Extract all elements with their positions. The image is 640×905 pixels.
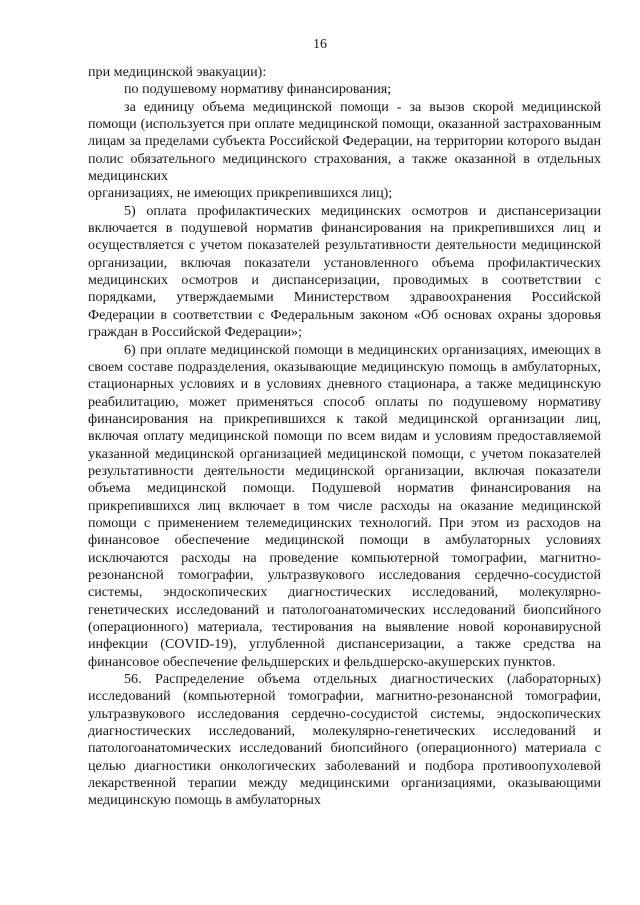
- page-number: 16: [313, 37, 327, 52]
- paragraph-item-6: 6) при оплате медицинской помощи в медицинских организациях, имеющих в своем составе подразделения, оказывающие медицинскую помощь в амбулаторных, стационарных условиях и в условиях дневного стационара, а также медицинскую реабилитацию, может применяться способ оплаты по подушевому нормативу финансирования на прикрепившихся к такой медицинской организации лиц, включая оплату медицинской помощи по всем видам и условиям предоставляемой указанной медицинской организацией медицинской помощи, с учетом показателей результативности деятельности медицинской организации, включая показатели объема медицинской помощи. Подушевой норматив финансирования на прикрепившихся лиц включает в том числе расходы на оказание медицинской помощи с применением телемедицинских технологий. При этом из расходов на финансовое обеспечение медицинской помощи в амбулаторных условиях исключаются расходы на проведение компьютерной томографии, магнитно-резонансной томографии, ультразвукового исследования сердечно-сосудистой системы, эндоскопических диагностических исследований, молекулярно-генетических исследований и патологоанатомических исследований биопсийного (операционного) материала, тестирования на выявление новой коронавирусной инфекции (COVID-19), углубленной диспансеризации, а также средства на финансовое обеспечение фельдшерских и фельдшерско-акушерских пунктов.: [88, 341, 601, 670]
- paragraph-ambulance-call-unit: за единицу объема медицинской помощи - за вызов скорой медицинской помощи (используется при оплате медицинской помощи, оказанной застрахованным лицам за пределами субъекта Российской Федерации, на территории которого выдан полис обязательного медицинского страхования, а также оказанной в отдельных медицинских: [88, 98, 601, 185]
- paragraph-organizations-without-attached: организациях, не имеющих прикрепившихся лиц);: [88, 185, 393, 202]
- paragraph-medical-evacuation: при медицинской эвакуации):: [88, 64, 267, 80]
- document-body: [88, 64, 601, 810]
- paragraph-item-5: 5) оплата профилактических медицинских осмотров и диспансеризации включается в подушевой норматив финансирования на прикрепившихся лиц и осуществляется с учетом показателей результативности деятельности медицинской организации, включая показатели установленного объема профилактических медицинских осмотров и диспансеризации, проводимых в соответствии с порядками, утверждаемыми Министерством здравоохранения Российской Федерации в соответствии с Федеральным законом «Об основах охраны здоровья граждан в Российской Федерации»;: [88, 202, 601, 341]
- paragraph-per-capita-standard: по подушевому нормативу финансирования;: [124, 81, 392, 98]
- paragraph-item-56: 56. Распределение объема отдельных диагностических (лабораторных) исследований (компьютерной томографии, магнитно-резонансной томографии, ультразвукового исследования сердечно-сосудистой системы, эндоскопических диагностических исследований, молекулярно-генетических исследований и патологоанатомических исследований биопсийного (операционного) материала с целью диагностики онкологических заболеваний и подбора противоопухолевой лекарственной терапии между медицинскими организациями, оказывающими медицинскую помощь в амбулаторных: [88, 671, 601, 809]
